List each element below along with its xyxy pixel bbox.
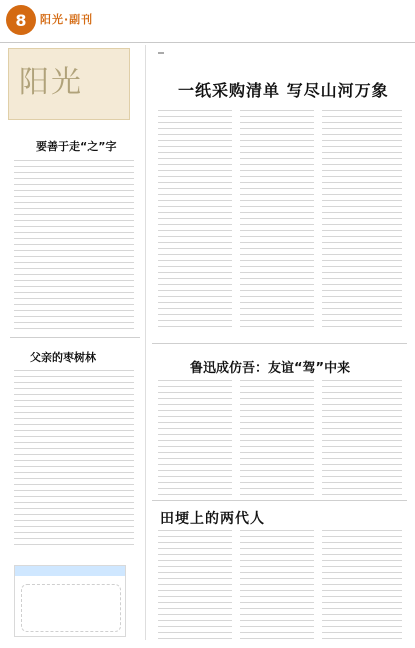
bottom-story-body-col-3 xyxy=(322,530,402,640)
page-number-badge xyxy=(6,5,36,35)
column-title-main: 阳光 xyxy=(19,65,83,100)
column-title-block xyxy=(8,48,130,120)
illustration-caption-bar xyxy=(15,566,125,576)
page-number: 8 xyxy=(15,10,27,30)
feature-headline: 一纸采购清单 写尽山河万象 xyxy=(178,81,389,100)
divider-left-1 xyxy=(10,337,140,338)
masthead-title: 阳光·副刊 xyxy=(40,13,94,26)
bottom-story-body-col-2 xyxy=(240,530,314,640)
article-headline-left-2: 父亲的枣树林 xyxy=(30,351,96,364)
illustration-box xyxy=(14,565,126,637)
article-headline-left-1: 要善于走“之”字 xyxy=(36,140,117,153)
bottom-story-body-col-1 xyxy=(158,530,232,640)
feature-body-col-1 xyxy=(158,110,232,330)
bottom-story-headline: 田埂上的两代人 xyxy=(160,511,265,527)
literature-body-col-3 xyxy=(322,380,402,495)
divider-main-1 xyxy=(152,343,407,344)
literature-headline: 鲁迅成仿吾：友谊“驾”中来 xyxy=(190,361,351,376)
feature-body-col-2 xyxy=(240,110,314,330)
illustration-art xyxy=(21,584,121,632)
literature-body-col-1 xyxy=(158,380,232,495)
feature-body-col-3 xyxy=(322,110,402,330)
page-header xyxy=(0,0,415,43)
literature-body-col-2 xyxy=(240,380,314,495)
article-body-left-2 xyxy=(14,370,134,550)
divider-vertical-left xyxy=(145,45,146,640)
section-tag-feature xyxy=(158,52,164,54)
article-body-left-1 xyxy=(14,160,134,330)
divider-main-2 xyxy=(152,500,407,501)
